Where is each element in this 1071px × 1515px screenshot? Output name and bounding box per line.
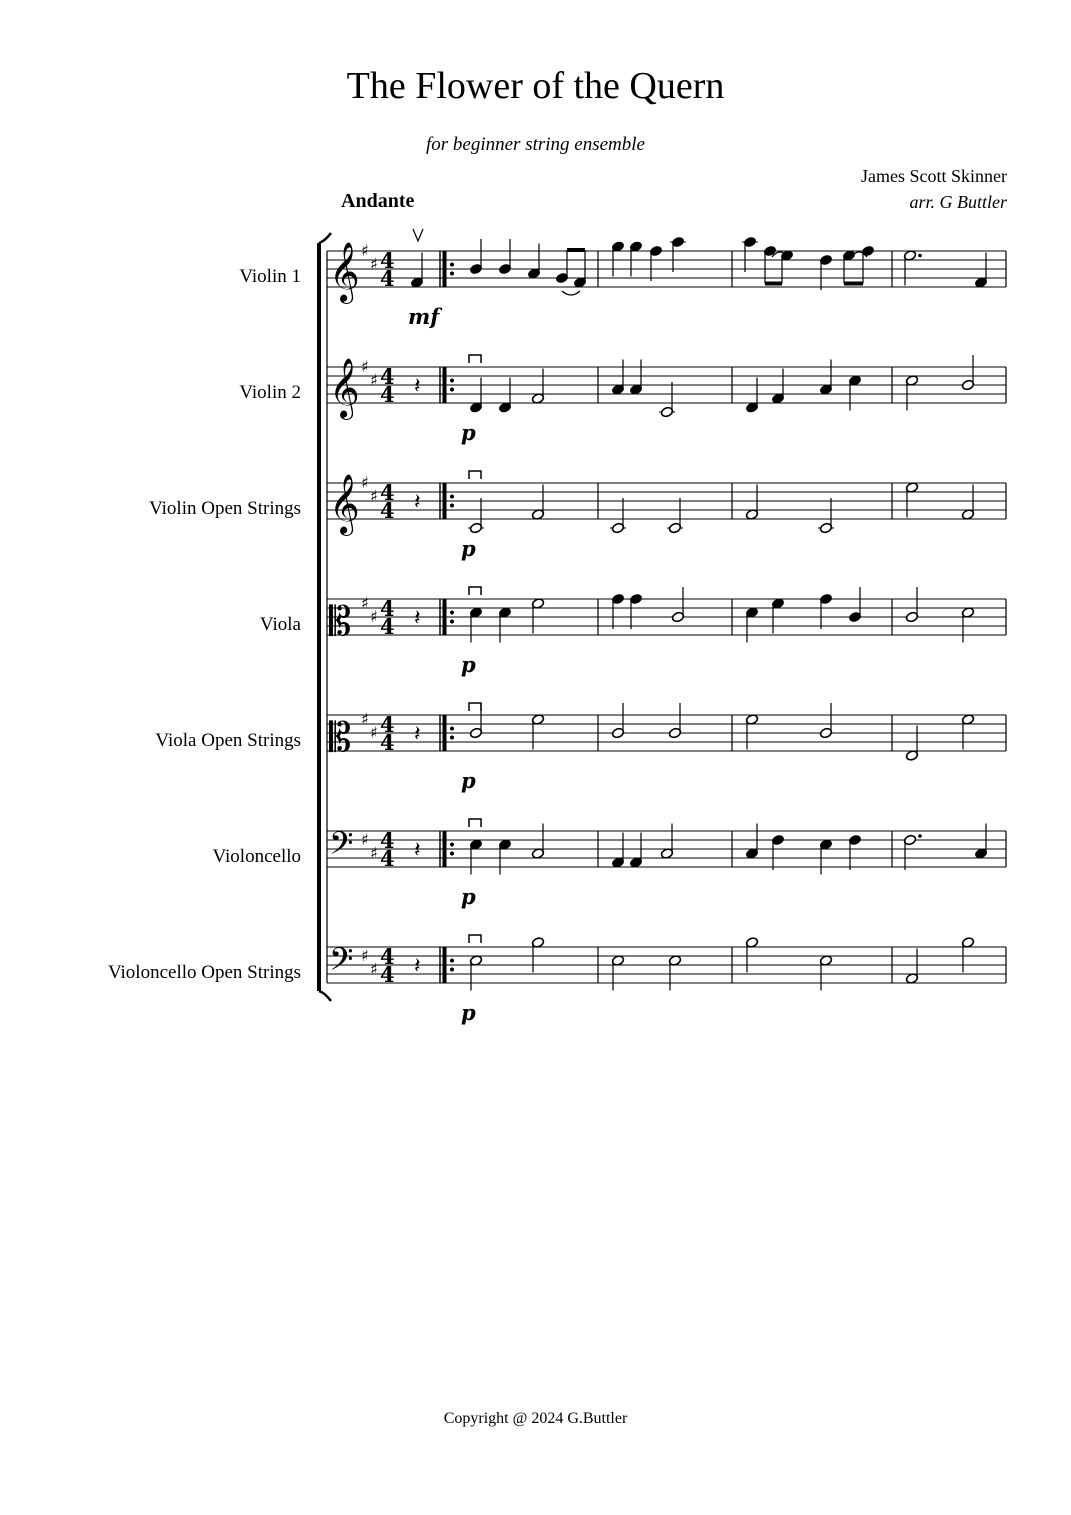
sharp-icon: ♯ [370,254,378,274]
repeat-dot [450,959,454,963]
instrument-name-violin-1: Violin 1 [239,266,301,287]
instrument-name-viola: Viola [259,614,301,635]
staff [327,703,1006,793]
repeat-dot [450,968,454,972]
staff [327,355,1006,445]
time-signature-numerator: 4 [380,596,395,621]
sharp-icon: ♯ [361,830,369,849]
repeat-dot [450,263,454,267]
dynamic-marking: p [461,768,476,793]
instrument-name-violoncello: Violoncello [212,846,301,867]
quarter-rest-icon: 𝄽 [414,490,421,515]
sharp-icon: ♯ [370,959,378,979]
sharp-icon: ♯ [370,843,378,863]
slur [562,291,580,295]
sharp-icon: ♯ [361,946,369,965]
time-signature-denominator: 4 [380,846,395,871]
sharp-icon: ♯ [370,486,378,506]
time-signature-numerator: 4 [380,248,395,273]
repeat-dot [450,388,454,392]
down-bow-icon [469,471,481,479]
time-signature-denominator: 4 [380,498,395,523]
treble-clef-icon: 𝄞 [329,474,360,534]
repeat-barline-thick [443,251,447,287]
sharp-icon: ♯ [361,241,369,260]
instrument-name-violin-2: Violin 2 [239,382,301,403]
repeat-barline-thick [443,831,447,867]
repeat-barline-thick [443,599,447,635]
repeat-barline-thick [443,715,447,751]
staff [327,229,1006,329]
down-bow-icon [469,819,481,827]
dynamic-marking: p [461,420,476,445]
repeat-dot [450,852,454,856]
dynamic-marking: p [461,652,476,677]
arranger: arr. G Buttler [909,192,1007,212]
quarter-rest-icon: 𝄽 [414,722,421,747]
sharp-icon: ♯ [370,607,378,626]
bass-clef-icon: 𝄢 [329,941,354,985]
sharp-icon: ♯ [361,593,369,613]
quarter-rest-icon: 𝄽 [414,606,421,631]
repeat-dot [450,379,454,383]
instrument-name-viola-open-strings: Viola Open Strings [155,730,301,751]
repeat-dot [450,620,454,624]
down-bow-icon [469,703,481,711]
instrument-name-violin-open-strings: Violin Open Strings [149,498,301,519]
sharp-icon: ♯ [361,709,369,729]
treble-clef-icon: 𝄞 [329,242,360,302]
bracket-hook-bottom [319,991,331,1001]
repeat-dot [450,272,454,276]
dynamic-marking: p [461,1000,476,1025]
staff [327,471,1006,561]
quarter-rest-icon: 𝄽 [414,954,421,979]
alto-clef-icon: 𝄡 [329,715,352,761]
repeat-barline-thick [443,367,447,403]
alto-clef-icon: 𝄡 [329,599,352,645]
time-signature-numerator: 4 [380,480,395,505]
down-bow-icon [469,587,481,595]
bass-clef-icon: 𝄢 [329,825,354,869]
composer: James Scott Skinner [861,166,1007,186]
instrument-name-violoncello-open-strings: Violoncello Open Strings [107,962,301,983]
quarter-rest-icon: 𝄽 [414,838,421,863]
repeat-dot [450,727,454,731]
sharp-icon: ♯ [370,370,378,390]
time-signature-denominator: 4 [380,382,395,407]
time-signature-denominator: 4 [380,266,395,291]
sharp-icon: ♯ [361,357,369,376]
augmentation-dot [918,834,922,838]
time-signature-numerator: 4 [380,828,395,853]
repeat-dot [450,495,454,499]
repeat-dot [450,843,454,847]
staff [327,935,1006,1025]
staff [327,819,1006,909]
down-bow-icon [469,355,481,363]
augmentation-dot [918,254,922,258]
sharp-icon: ♯ [361,473,369,492]
staff [327,587,1006,677]
dynamic-marking: p [461,536,476,561]
time-signature-numerator: 4 [380,364,395,389]
quarter-rest-icon: 𝄽 [414,374,421,399]
page-title: The Flower of the Quern [346,65,725,107]
copyright-notice: Copyright @ 2024 G.Buttler [443,1410,628,1427]
dynamic-marking: p [461,884,476,909]
repeat-dot [450,504,454,508]
sharp-icon: ♯ [370,723,378,742]
down-bow-icon [469,935,481,943]
time-signature-denominator: 4 [380,730,395,755]
repeat-barline-thick [443,483,447,519]
tempo-marking: Andante [341,190,415,212]
subtitle: for beginner string ensemble [425,134,645,155]
up-bow-icon [413,229,423,241]
dynamic-marking: mf [408,304,440,329]
repeat-dot [450,736,454,740]
time-signature-numerator: 4 [380,944,395,969]
time-signature-denominator: 4 [380,614,395,639]
treble-clef-icon: 𝄞 [329,358,360,418]
time-signature-numerator: 4 [380,712,395,737]
time-signature-denominator: 4 [380,962,395,987]
repeat-dot [450,611,454,615]
repeat-barline-thick [443,947,447,983]
